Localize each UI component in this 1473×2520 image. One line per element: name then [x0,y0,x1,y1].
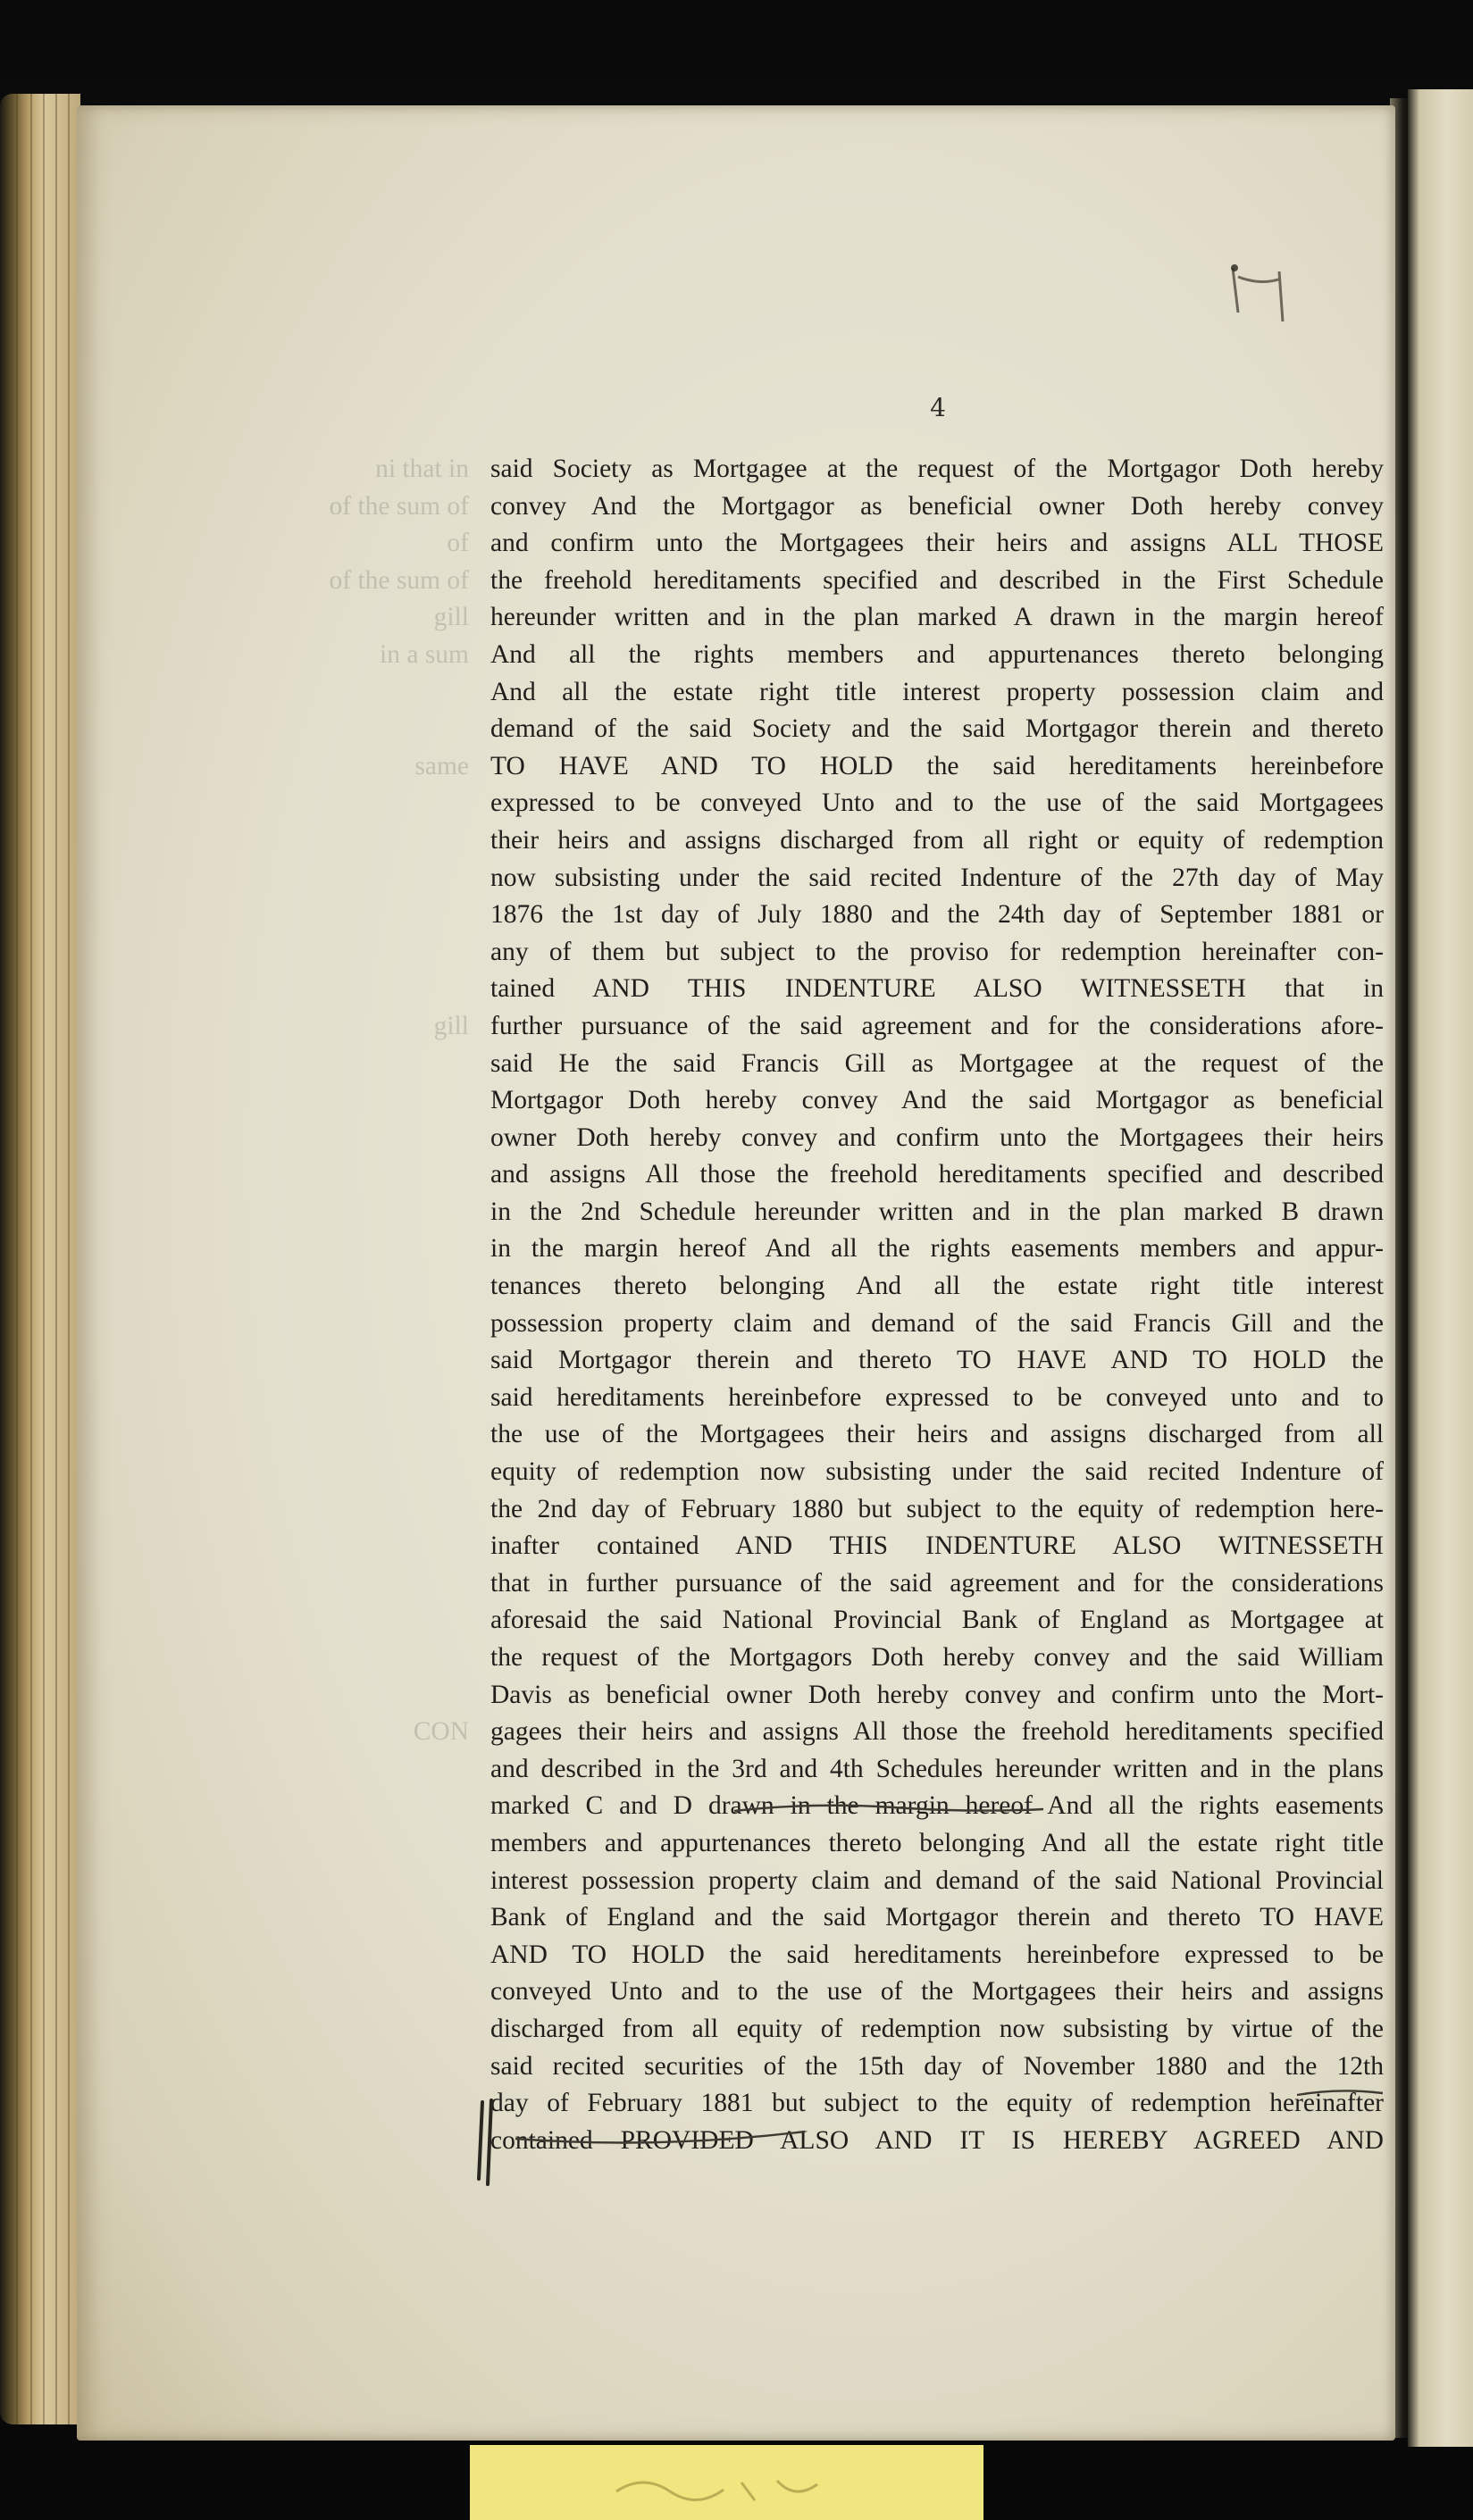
text-line: now subsisting under the said recited Indenture of the 27th day of May [490,863,1384,892]
text-line: any of them but subject to the proviso for redemption hereinafter con- [490,937,1384,966]
bleed-line [214,1491,469,1529]
text-line: that in further pursuance of the said agreement and for the considerations [490,1568,1384,1598]
text-line: And all the rights members and appurtenances thereto belonging [490,639,1384,669]
text-line: convey And the Mortgagor as beneficial owner Doth hereby convey [490,491,1384,521]
bleed-line [214,1342,469,1380]
text-line: AND TO HOLD the said hereditaments hereinbefore expressed to be [490,1940,1384,1969]
bleed-line [214,1825,469,1863]
bleed-line: gill [433,1011,469,1040]
text-line: hereunder written and in the plan marked A drawn in the margin hereof [490,603,1384,632]
text-line: interest possession property claim and demand of the said National Provincial [490,1865,1384,1895]
bleed-line [214,1899,469,1937]
text-line: said Mortgagor therein and thereto TO HAVE AND TO HOLD the [490,1346,1384,1375]
bleed-line [214,1416,469,1454]
text-line: said Society as Mortgagee at the request of the Mortgagor Doth hereby [490,455,1384,483]
text-line: the request of the Mortgagors Doth hereby convey and the said William [490,1643,1384,1672]
bleed-line: of the sum of [329,565,469,595]
text-line: Mortgagor Doth hereby convey And the said Mortgagor as beneficial [490,1086,1384,1115]
bleed-line: of [447,529,469,558]
text-line: day of February 1881 but subject to the equity of redemption hereinafter [490,2089,1384,2118]
bleed-line [214,1268,469,1306]
text-line: said He the said Francis Gill as Mortgagee at the request of the [490,1048,1384,1078]
bleed-line [214,785,469,822]
text-line: said hereditaments hereinbefore expressed to be conveyed unto and to [490,1382,1384,1412]
text-line: Bank of England and the said Mortgagor therein and thereto TO HAVE [490,1903,1384,1932]
text-line: conveyed Unto and to the use of the Mortgagees their heirs and assigns [490,1977,1384,2007]
text-line: and described in the 3rd and 4th Schedules hereunder written and in the plans [490,1754,1384,1783]
bleed-line [214,897,469,934]
stain-mark [1226,259,1297,339]
bleed-line: gill [433,603,469,632]
text-line: equity of redemption now subsisting under the said recited Indenture of [490,1457,1384,1487]
bleed-line [214,1937,469,1974]
text-line: in the 2nd Schedule hereunder written and in the plan marked B drawn [490,1197,1384,1226]
text-line: further pursuance of the said agreement and for the considerations afore- [490,1011,1384,1040]
margin-bracket-mark [473,2099,498,2188]
text-line: discharged from all equity of redemption now subsisting by virtue of the [490,2014,1384,2043]
page-number: 4 [930,393,946,422]
bleed-line [214,860,469,897]
text-line: their heirs and assigns discharged from all right or equity of redemption [490,825,1384,855]
bleed-line: CON [413,1717,469,1747]
bleed-line [214,1194,469,1231]
bleed-line [214,2011,469,2049]
bleed-line [214,1565,469,1603]
bleed-line [214,1788,469,1825]
text-line: aforesaid the said National Provincial Bank of England as Mortgagee at [490,1606,1384,1635]
book-binding-edge [0,94,80,2424]
bleed-line [214,1082,469,1120]
bleed-line [214,1231,469,1268]
bleed-line [214,1640,469,1677]
text-line: marked C and D drawn in the margin hereof And all the rights easements [490,1791,1384,1821]
bleed-line: same [414,751,469,780]
bleed-line: ni that in [375,455,469,483]
bleed-line [214,1156,469,1194]
text-line: and confirm unto the Mortgagees their heirs and assigns ALL THOSE [490,529,1384,558]
text-line: gagees their heirs and assigns All those the freehold hereditaments specified [490,1717,1384,1747]
text-line: said recited securities of the 15th day of November 1880 and the 12th [490,2051,1384,2081]
text-line: expressed to be conveyed Unto and to the use of the said Mortgagees [490,789,1384,818]
text-line: possession property claim and demand of the said Francis Gill and the [490,1308,1384,1338]
bleed-line [214,1528,469,1565]
bleed-through-text [214,451,469,2159]
bleed-line [214,1046,469,1083]
tab-scribble [607,2465,831,2509]
bleed-line [214,2085,469,2123]
indenture-body-text [490,451,1384,2159]
bleed-line [214,1602,469,1640]
bleed-line: in a sum [380,639,469,669]
bleed-line [214,1751,469,1789]
bleed-line [214,1306,469,1343]
bleed-line [214,2123,469,2160]
text-line: And all the estate right title interest property possession claim and [490,677,1384,706]
bleed-line [214,674,469,712]
bleed-line [214,1120,469,1157]
text-line: in the margin hereof And all the rights easements members and appur- [490,1234,1384,1264]
text-line: Davis as beneficial owner Doth hereby convey and confirm unto the Mort- [490,1680,1384,1709]
text-line: owner Doth hereby convey and confirm unto the Mortgagees their heirs [490,1122,1384,1152]
text-line: 1876 the 1st day of July 1880 and the 24th day of September 1881 or [490,900,1384,930]
bleed-line [214,971,469,1008]
text-line: contained PROVIDED ALSO AND IT IS HEREBY AGREED AND [490,2125,1384,2155]
text-line: inafter contained AND THIS INDENTURE ALSO WITNESSETH [490,1531,1384,1561]
text-line: members and appurtenances thereto belonging And all the estate right title [490,1828,1384,1857]
text-line: the 2nd day of February 1880 but subject to the equity of redemption here- [490,1494,1384,1523]
bleed-line [214,2049,469,2086]
text-line: demand of the said Society and the said Mortgagor therein and thereto [490,714,1384,744]
text-line: tenances thereto belonging And all the estate right title interest [490,1272,1384,1301]
bleed-line [214,822,469,860]
text-line: and assigns All those the freehold hereditaments specified and described [490,1160,1384,1189]
bleed-line: of the sum of [329,491,469,521]
text-line: tained AND THIS INDENTURE ALSO WITNESSETH that in [490,974,1384,1004]
bleed-line [214,1973,469,2011]
bleed-line [214,1863,469,1900]
bleed-line [214,1677,469,1715]
text-line: the use of the Mortgagees their heirs and assigns discharged from all [490,1420,1384,1449]
adjacent-page-edge [1408,89,1473,2447]
bleed-line [214,711,469,748]
text-line: TO HAVE AND TO HOLD the said hereditaments hereinbefore [490,751,1384,780]
bleed-line [214,934,469,972]
bleed-line [214,1380,469,1417]
bleed-line [214,1454,469,1491]
text-line: the freehold hereditaments specified and described in the First Schedule [490,565,1384,595]
